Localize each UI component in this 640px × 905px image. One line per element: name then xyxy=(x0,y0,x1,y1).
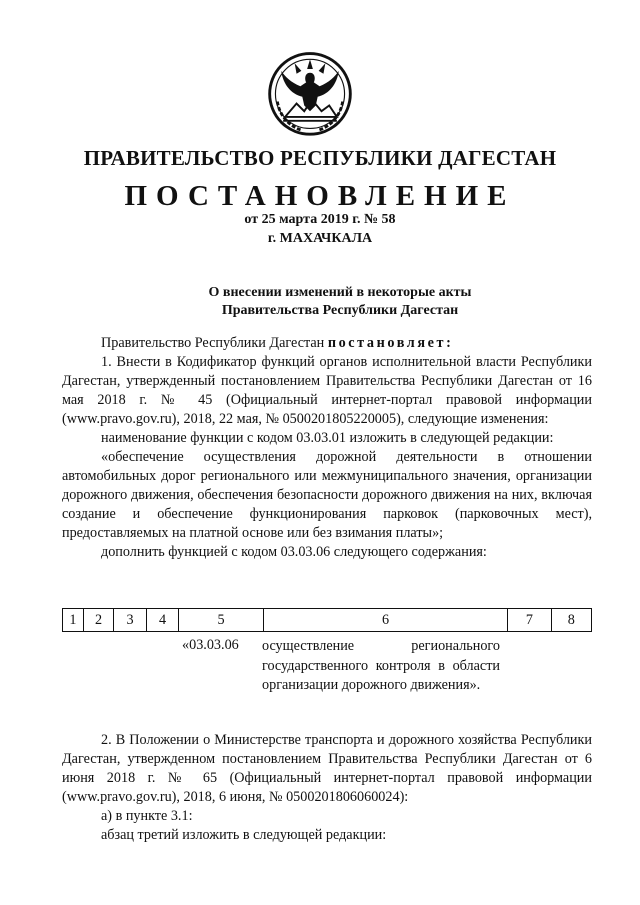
dagestan-coat-of-arms-icon xyxy=(262,44,358,140)
table-header-cell: 7 xyxy=(508,609,551,632)
preamble-verb: постановляет: xyxy=(327,335,454,351)
document-body-part-2 xyxy=(62,731,592,845)
table-header-cell: 8 xyxy=(551,609,591,632)
table-header-cell: 5 xyxy=(179,609,264,632)
table-row-code: «03.03.06 xyxy=(182,637,239,653)
table-header-row xyxy=(63,609,592,632)
government-title: ПРАВИТЕЛЬСТВО РЕСПУБЛИКИ ДАГЕСТАН xyxy=(83,146,557,170)
document-city: г. МАХАЧКАЛА xyxy=(267,231,373,246)
document-type: ПОСТАНОВЛЕНИЕ xyxy=(124,180,516,212)
paragraph-2: наименование функции с кодом 03.03.01 изложить в следующей редакции: xyxy=(101,430,554,446)
table-row-text: осуществление регионального государственного контроля в области организации дорожного движения». xyxy=(262,638,500,693)
table-header-cell: 3 xyxy=(114,609,147,632)
table-header-cell: 4 xyxy=(146,609,179,632)
preamble xyxy=(62,334,592,353)
paragraph-3: «обеспечение осуществления дорожной деятельности в отношении автомобильных дорог регионального или межмуниципального значения, организации дорожного движения, обеспечения безопасности дорожного движения на них, включая создание и обеспечение функционирования парковок (парковочных мест), предоставляемых на платной основе или без взимания платы»; xyxy=(62,449,592,541)
subject-line-1: О внесении изменений в некоторые акты xyxy=(208,285,472,300)
document-date-number: от 25 марта 2019 г. № 58 xyxy=(244,212,396,227)
paragraph-5: 2. В Положении о Министерстве транспорта и дорожного хозяйства Республики Дагестан, утвержденном постановлением Правительства Республики Дагестан от 6 июня 2018 г. № 65 (Официальный интернет-портал правовой информации (www.pravo.gov.ru), 2018, 6 июня, № 0500201806060024): xyxy=(62,732,592,805)
table-header-cell: 6 xyxy=(263,609,507,632)
table-header-cell: 2 xyxy=(83,609,114,632)
table-header-cell: 1 xyxy=(63,609,84,632)
paragraph-4: дополнить функцией с кодом 03.03.06 следующего содержания: xyxy=(101,544,487,560)
document-body-part-1 xyxy=(62,334,592,562)
codifier-table xyxy=(62,608,592,632)
paragraph-7: абзац третий изложить в следующей редакции: xyxy=(101,827,387,843)
document-subject xyxy=(150,284,530,320)
paragraph-6: а) в пункте 3.1: xyxy=(101,808,193,824)
paragraph-1: 1. Внести в Кодификатор функций органов исполнительной власти Республики Дагестан, утвержденный постановлением Правительства Республики Дагестан от 16 мая 2018 г. № 45 (Официальный интернет-портал правовой информации (www.pravo.gov.ru), 2018, 22 мая, № 0500201805220005), следующие изменения: xyxy=(62,354,592,427)
preamble-text: Правительство Республики Дагестан xyxy=(101,335,328,351)
subject-line-2: Правительства Республики Дагестан xyxy=(221,303,459,318)
